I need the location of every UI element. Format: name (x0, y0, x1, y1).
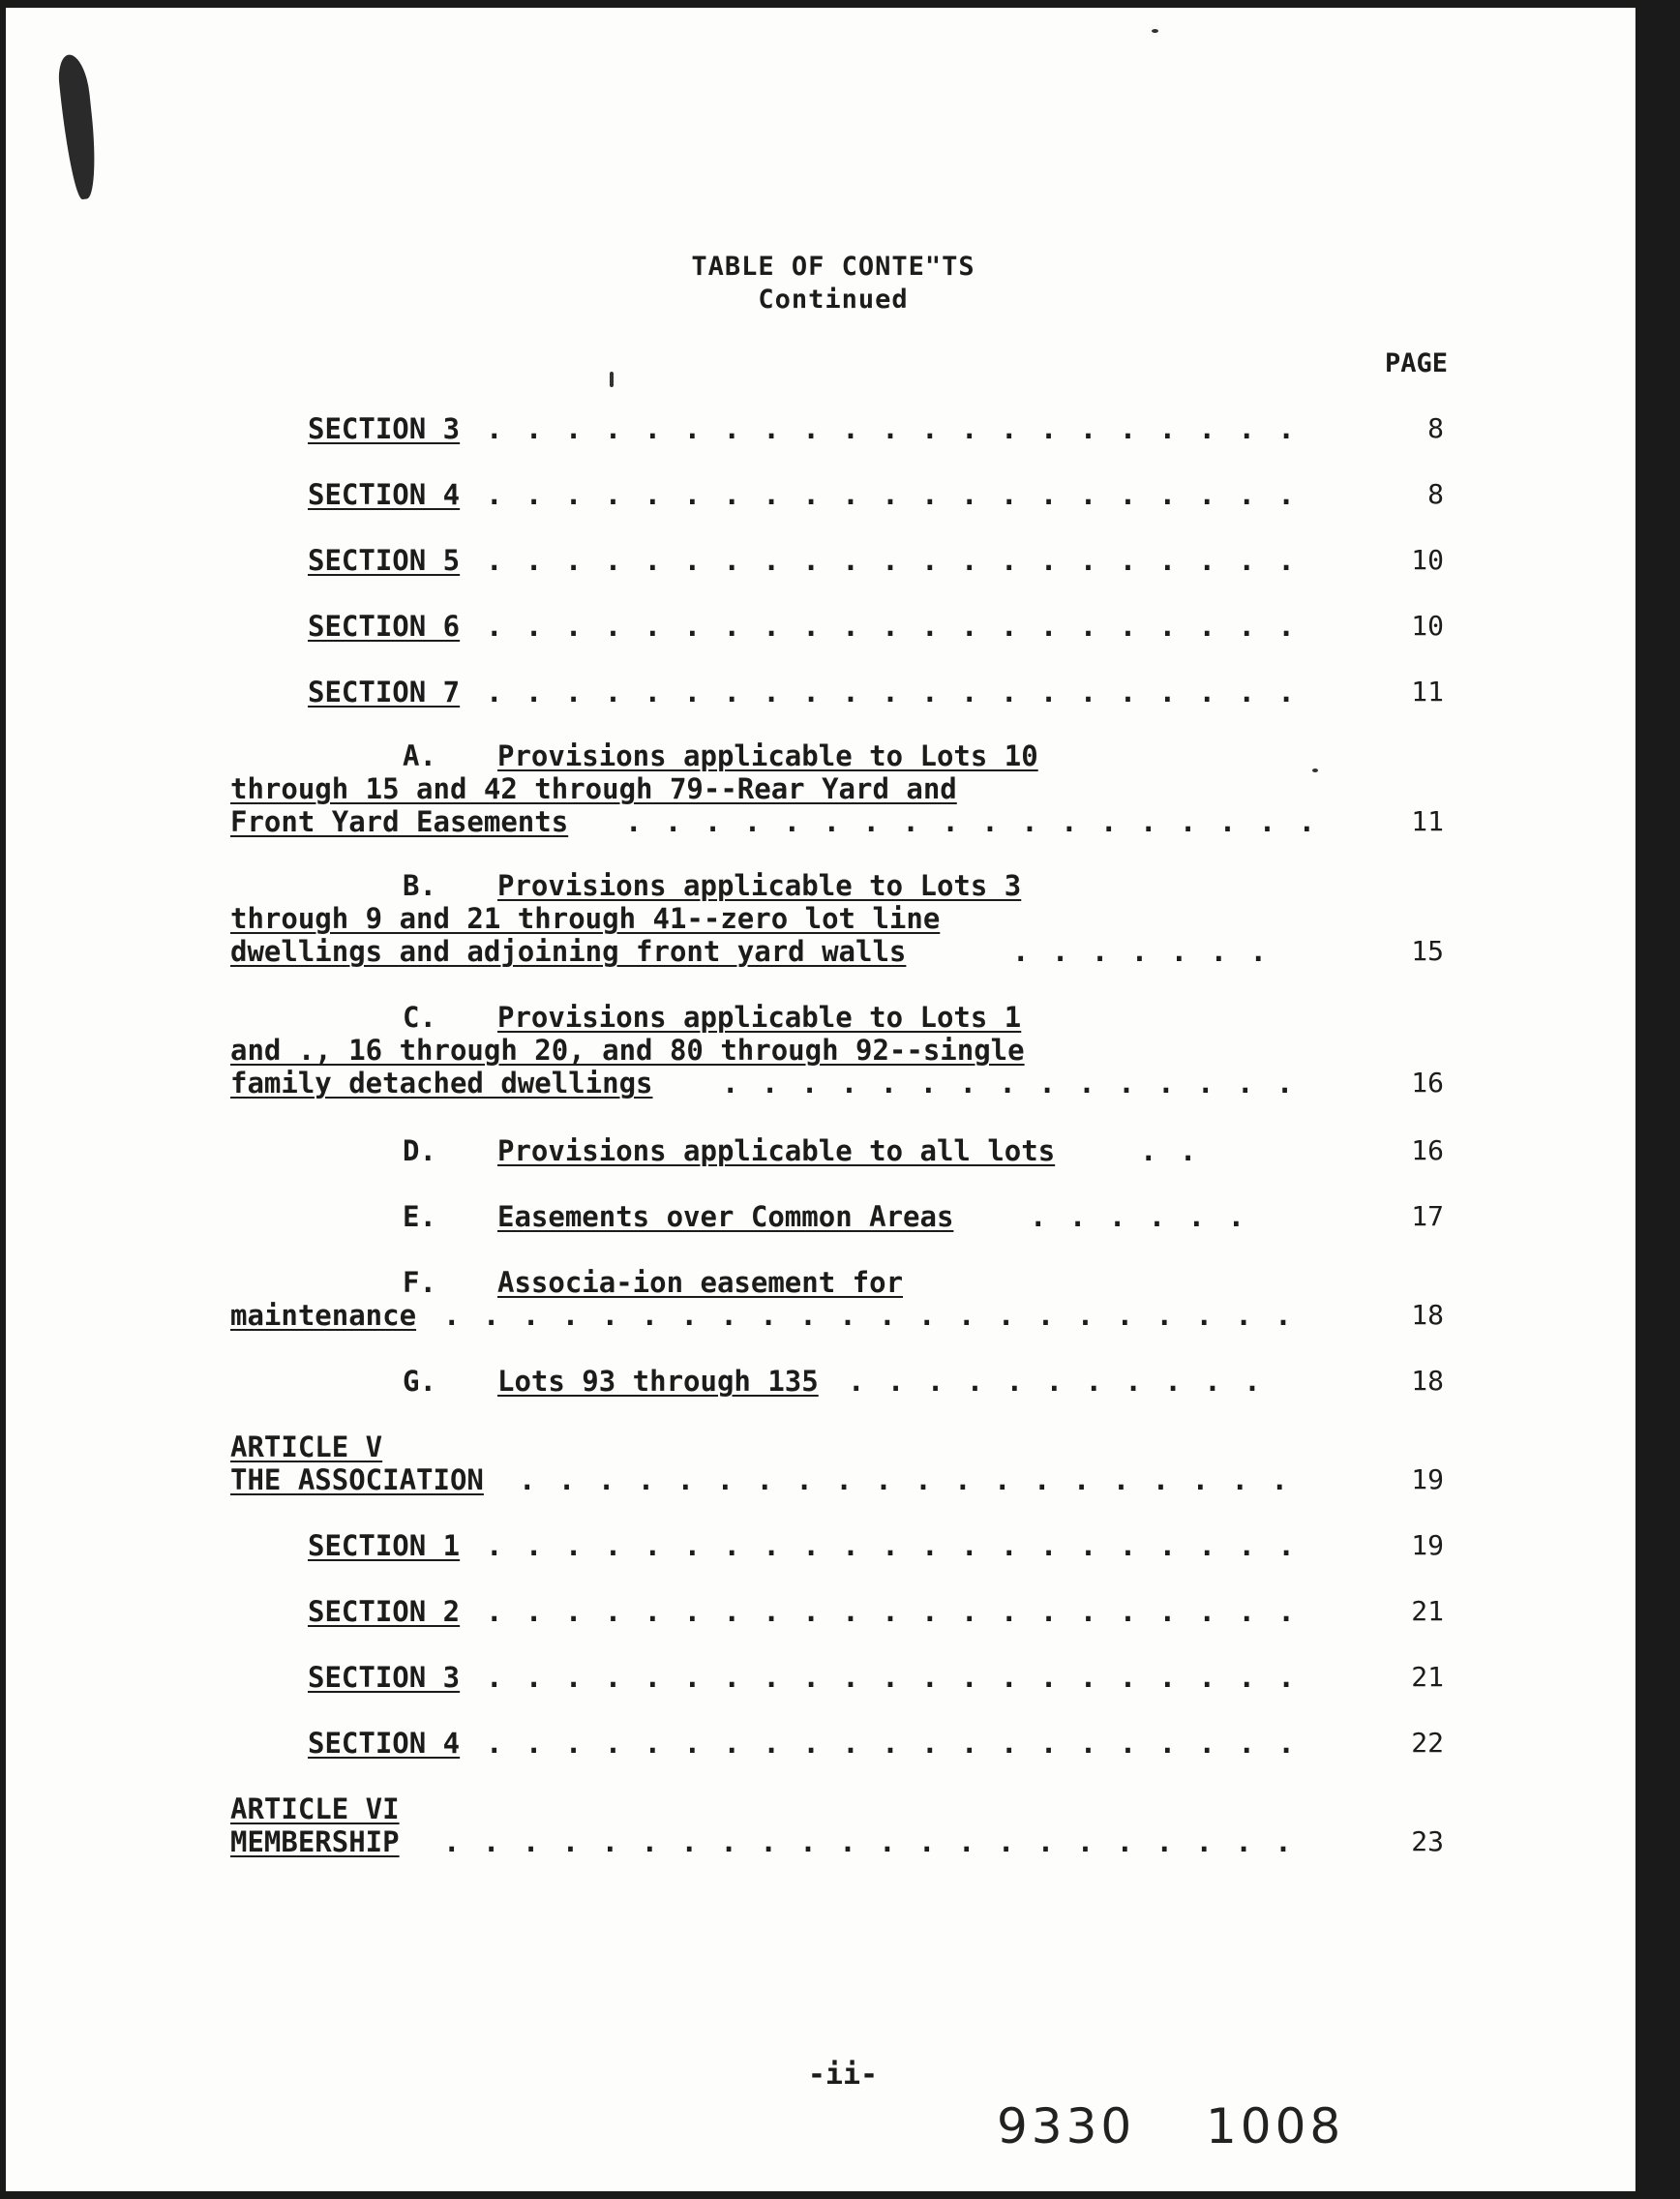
toc-entry-page: 18 (1411, 1299, 1444, 1331)
toc-entry-page: 10 (1411, 610, 1444, 642)
toc-entry-page: 18 (1411, 1365, 1444, 1397)
subentry-line: and ., 16 through 20, and 80 through 92--single (230, 1034, 1025, 1067)
ink-speck (1312, 768, 1318, 772)
leader-dots: . . . . . . . . . . . . . . . . . . . . . . (443, 1825, 1295, 1858)
toc-entry-page: 19 (1411, 1463, 1444, 1495)
leader-dots: . . . . . . . . . . . . . . . . . . . . . (486, 1661, 1298, 1694)
article-title: MEMBERSHIP (230, 1825, 400, 1858)
subentry-letter: F. (403, 1266, 436, 1299)
leader-dots: . . . . . . . . . . . . . . . . . . . . . (486, 544, 1298, 577)
subentry-line: Associa-ion easement for (497, 1266, 904, 1299)
toc-entry-label: SECTION 6 (308, 610, 461, 643)
toc-entry-page: 11 (1411, 676, 1444, 708)
leader-dots: . . . . . . . . . . . . . . . . . . . . . (486, 676, 1298, 708)
leader-dots: . . . . . . . . . . . (848, 1365, 1264, 1398)
toc-entry-label: SECTION 4 (308, 478, 461, 511)
subentry-letter: A. (403, 739, 436, 772)
subentry-letter: B. (403, 869, 436, 902)
subentry-line: through 9 and 21 through 41--zero lot line (230, 902, 941, 935)
page-number: -ii- (807, 2058, 879, 2092)
toc-entry-label: SECTION 7 (308, 676, 461, 708)
document-page (6, 8, 1635, 2191)
leader-dots: . . . . . . . . . . . . . . . . . . . . . (486, 610, 1298, 643)
leader-dots: . . . . . . . (1012, 935, 1270, 968)
toc-entry-page: 21 (1411, 1661, 1444, 1693)
subentry-line: Provisions applicable to all lots (497, 1134, 1056, 1167)
subentry-letter: C. (403, 1001, 436, 1034)
subentry-line: Provisions applicable to Lots 3 (497, 869, 1022, 902)
toc-entry-page: 17 (1411, 1200, 1444, 1232)
toc-entry-page: 23 (1411, 1825, 1444, 1857)
subentry-line: Provisions applicable to Lots 10 (497, 739, 1038, 772)
toc-entry-page: 19 (1411, 1529, 1444, 1561)
toc-subtitle: Continued (758, 285, 909, 315)
leader-dots: . . . . . . . . . . . . . . . . . . . . . . (443, 1299, 1295, 1332)
leader-dots: . . . . . . . . . . . . . . . . . . . . . (486, 478, 1298, 511)
article-number: ARTICLE V (230, 1431, 383, 1463)
leader-dots: . . . . . . . . . . . . . . . (722, 1067, 1297, 1100)
subentry-line: through 15 and 42 through 79--Rear Yard and (230, 772, 957, 805)
subentry-line: Front Yard Easements (230, 805, 569, 838)
toc-entry-label: SECTION 2 (308, 1595, 461, 1628)
document-stamp-right: 1008 (1206, 2098, 1345, 2154)
toc-entry-label: SECTION 5 (308, 544, 461, 577)
toc-entry-page: 10 (1411, 544, 1444, 576)
toc-entry-page: 15 (1411, 935, 1444, 967)
toc-entry-page: 8 (1427, 412, 1444, 444)
toc-entry-label: SECTION 1 (308, 1529, 461, 1562)
leader-dots: . . . . . . . . . . . . . . . . . . (625, 805, 1319, 838)
leader-dots: . . . . . . (1030, 1200, 1248, 1233)
toc-entry-label: SECTION 4 (308, 1727, 461, 1760)
toc-entry-page: 8 (1427, 478, 1444, 510)
article-number: ARTICLE VI (230, 1792, 400, 1825)
leader-dots: . . . . . . . . . . . . . . . . . . . . . (486, 1529, 1298, 1562)
subentry-line: Provisions applicable to Lots 1 (497, 1001, 1022, 1034)
subentry-line: dwellings and adjoining front yard walls (230, 935, 907, 968)
toc-title: TABLE OF CONTE"TS (691, 252, 975, 282)
ink-mark (56, 53, 101, 200)
article-title: THE ASSOCIATION (230, 1463, 484, 1496)
leader-dots: . . . . . . . . . . . . . . . . . . . . . (486, 412, 1298, 445)
subentry-letter: G. (403, 1365, 436, 1398)
subentry-line: family detached dwellings (230, 1067, 653, 1100)
leader-dots: . . . . . . . . . . . . . . . . . . . . (519, 1463, 1291, 1496)
page-column-label: PAGE (1384, 348, 1448, 378)
leader-dots: . . . . . . . . . . . . . . . . . . . . . (486, 1595, 1298, 1628)
leader-dots: . . . . . . . . . . . . . . . . . . . . . (486, 1727, 1298, 1760)
toc-entry-page: 16 (1411, 1134, 1444, 1166)
toc-entry-page: 11 (1411, 805, 1444, 837)
toc-entry-page: 21 (1411, 1595, 1444, 1627)
ink-speck (1152, 29, 1158, 33)
toc-entry-label: SECTION 3 (308, 1661, 461, 1694)
subentry-line: Lots 93 through 135 (497, 1365, 819, 1398)
subentry-letter: D. (403, 1134, 436, 1167)
document-stamp-left: 9330 (997, 2098, 1136, 2154)
toc-entry-label: SECTION 3 (308, 412, 461, 445)
leader-dots: . . (1140, 1134, 1200, 1167)
subentry-letter: E. (403, 1200, 436, 1233)
subentry-line: Easements over Common Areas (497, 1200, 954, 1233)
subentry-line: maintenance (230, 1299, 417, 1332)
toc-entry-page: 22 (1411, 1727, 1444, 1759)
ink-speck (610, 372, 614, 387)
toc-entry-page: 16 (1411, 1067, 1444, 1099)
